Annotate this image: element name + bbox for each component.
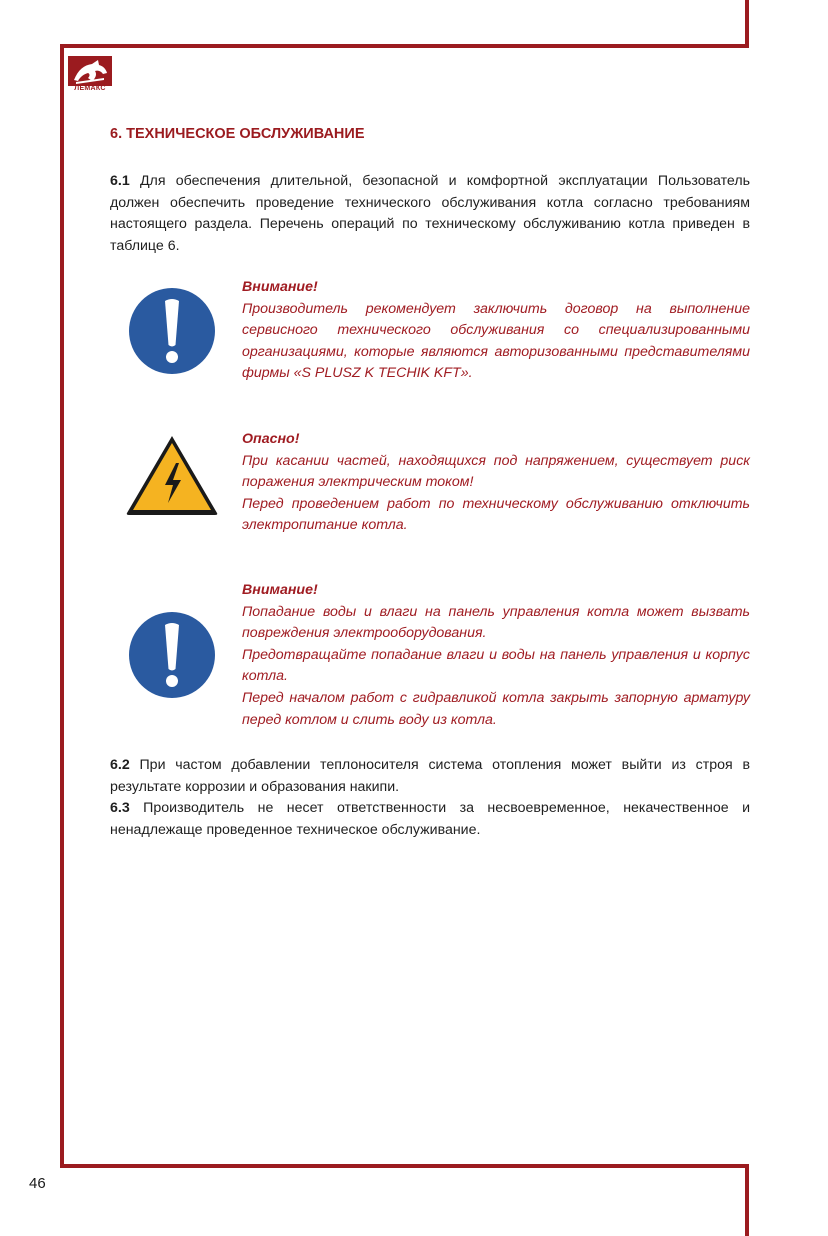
notice-text: Перед проведением работ по техническому обслуживанию отключить электропитание котла. [242,495,750,534]
notice-text: Перед началом работ с гидравликой котла закрыть запорную арматуру перед котлом и слить воду из котла. [242,689,750,728]
section-title: 6. ТЕХНИЧЕСКОЕ ОБСЛУЖИВАНИЕ [110,126,365,142]
notice-danger-electric [242,429,750,537]
paragraph-number: 6.1 [110,173,130,189]
notice-text: При касании частей, находящихся под напряжением, существует риск поражения электрическим током! [242,452,750,491]
notice-attention-service [242,277,750,385]
frame-border-left [60,44,64,1168]
paragraph-number: 6.3 [110,800,130,817]
paragraph-text: Производитель не несет ответственности за несвоевременное, некачественное и ненадлежаще проведенное техническое обслуживание. [110,800,750,838]
notice-attention-water [242,580,750,731]
paragraph-6-3 [110,798,750,841]
electric-hazard-icon [124,433,220,517]
paragraph-6-2-6-3 [110,755,750,841]
paragraph-6-1 [110,171,750,257]
paragraph-number: 6.2 [110,757,130,773]
paragraph-text: При частом добавлении теплоносителя система отопления может выйти из строя в результате коррозии и образования накипи. [110,757,750,795]
frame-border-bottom [60,1164,749,1168]
notice-heading: Опасно! [242,431,300,447]
logo-wordmark: ЛЕМАКС [74,85,106,92]
notice-heading: Внимание! [242,582,318,598]
paragraph-6-2 [110,755,750,798]
frame-border-bottom-right [745,1164,749,1236]
mandatory-exclamation-icon [126,609,218,701]
notice-heading: Внимание! [242,279,318,295]
notice-text: Производитель рекомендует заключить договор на выполнение сервисного технического обслуживания со специализированными организациями, которые являются авторизованными представителями фирмы «S PLUSZ K TECHIK KFT». [242,300,750,382]
notice-text: Попадание воды и влаги на панель управления котла может вызвать повреждения электрооборудования. [242,603,750,642]
paragraph-text: Для обеспечения длительной, безопасной и комфортной эксплуатации Пользователь должен обеспечить проведение технического обслуживания котла согласно требованиям настоящего раздела. Перечень операций по техническому обслуживанию котла приведен в таблице 6. [110,173,750,254]
mandatory-exclamation-icon [126,285,218,377]
page-number: 46 [29,1175,46,1192]
frame-border-top [60,44,749,48]
notice-text: Предотвращайте попадание влаги и воды на панель управления и корпус котла. [242,646,750,685]
frame-border-top-right [745,0,749,48]
